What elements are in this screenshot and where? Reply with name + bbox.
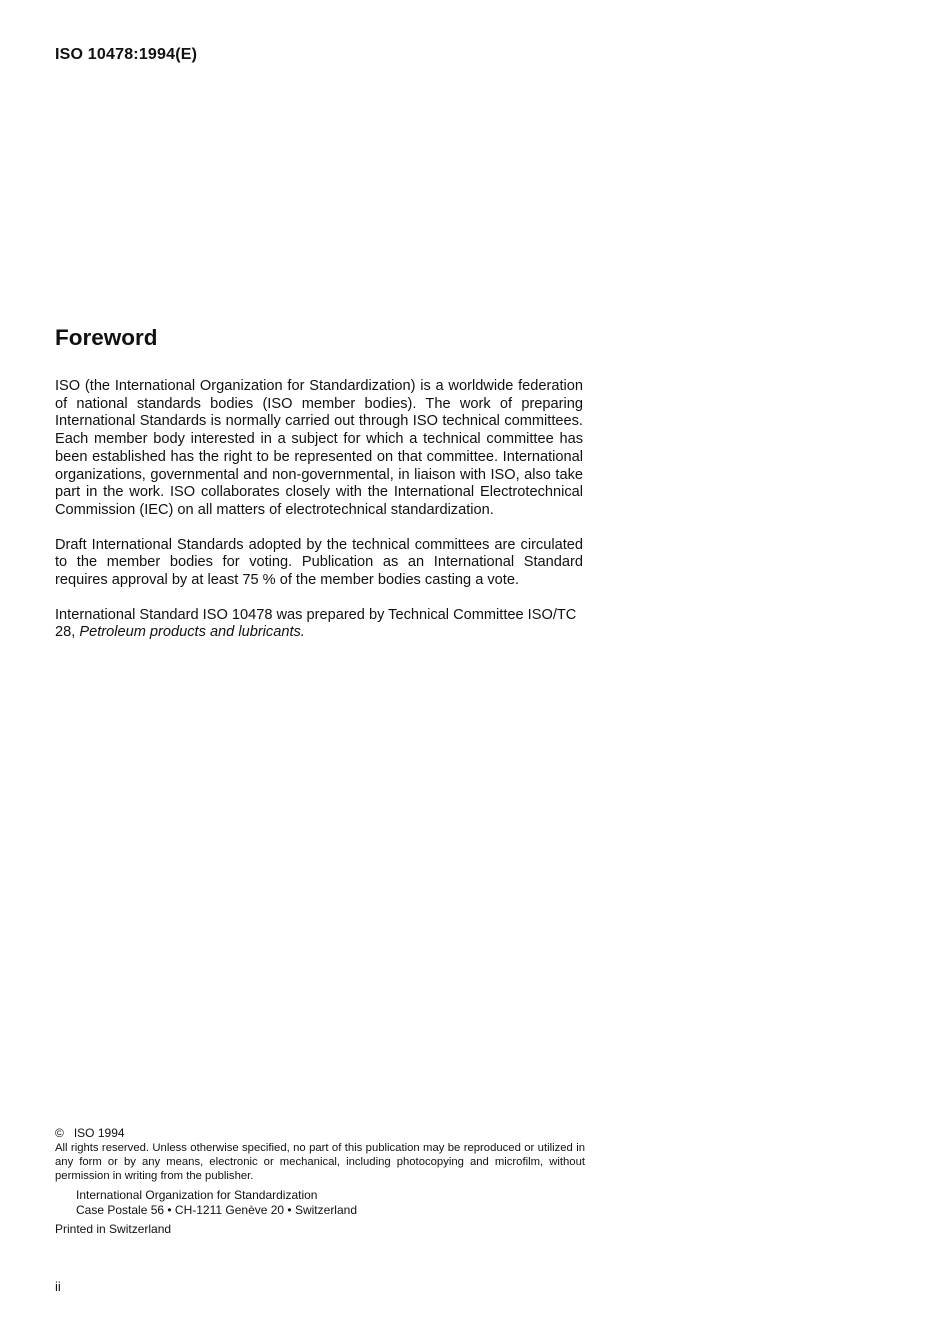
copyright-owner-year: ISO 1994 [73, 1126, 125, 1140]
foreword-paragraph-2: Draft International Standards adopted by the technical committees are circulated to the member bodies for voting. Publication as an International Standard requires approval by at least 75 % of the member bodies casting a vote. [55, 536, 583, 589]
copyright-block [55, 1126, 585, 1236]
foreword-paragraph-1: ISO (the International Organization for Standardization) is a worldwide federation of national standards bodies (ISO member bodies). The work of preparing International Standards is normally carried out through ISO technical committees. Each member body interested in a subject for which a technical committee has been established has the right to be represented on that committee. International organizations, governmental and non-governmental, in liaison with ISO, also take part in the work. ISO collaborates closely with the International Electrotechnical Commission (IEC) on all matters of electrotechnical standardization. [55, 378, 583, 518]
publisher-name: International Organization for Standardization [76, 1188, 318, 1202]
page-number: ii [55, 1279, 61, 1294]
printed-location: Printed in Switzerland [55, 1222, 172, 1236]
copyright-symbol: © [55, 1126, 64, 1140]
copyright-notice [55, 1126, 585, 1140]
foreword-heading: Foreword [55, 325, 158, 350]
committee-title: Petroleum products and lubricants. [79, 624, 305, 641]
publisher-postal-address: Case Postale 56 • CH-1211 Genève 20 • Switzerland [76, 1202, 357, 1217]
publisher-address [76, 1188, 585, 1217]
document-identifier: ISO 10478:1994(E) [55, 46, 198, 63]
foreword-paragraph-3-text: International Standard ISO 10478 was prepared by Technical Committee ISO/TC 28, [55, 606, 577, 641]
foreword-paragraph-3 [55, 607, 583, 642]
rights-statement: All rights reserved. Unless otherwise specified, no part of this publication may be reproduced or utilized in any form or by any means, electronic or mechanical, including photocopying and microfilm, without permission in writing from the publisher. [55, 1142, 585, 1182]
foreword-body [55, 378, 583, 659]
